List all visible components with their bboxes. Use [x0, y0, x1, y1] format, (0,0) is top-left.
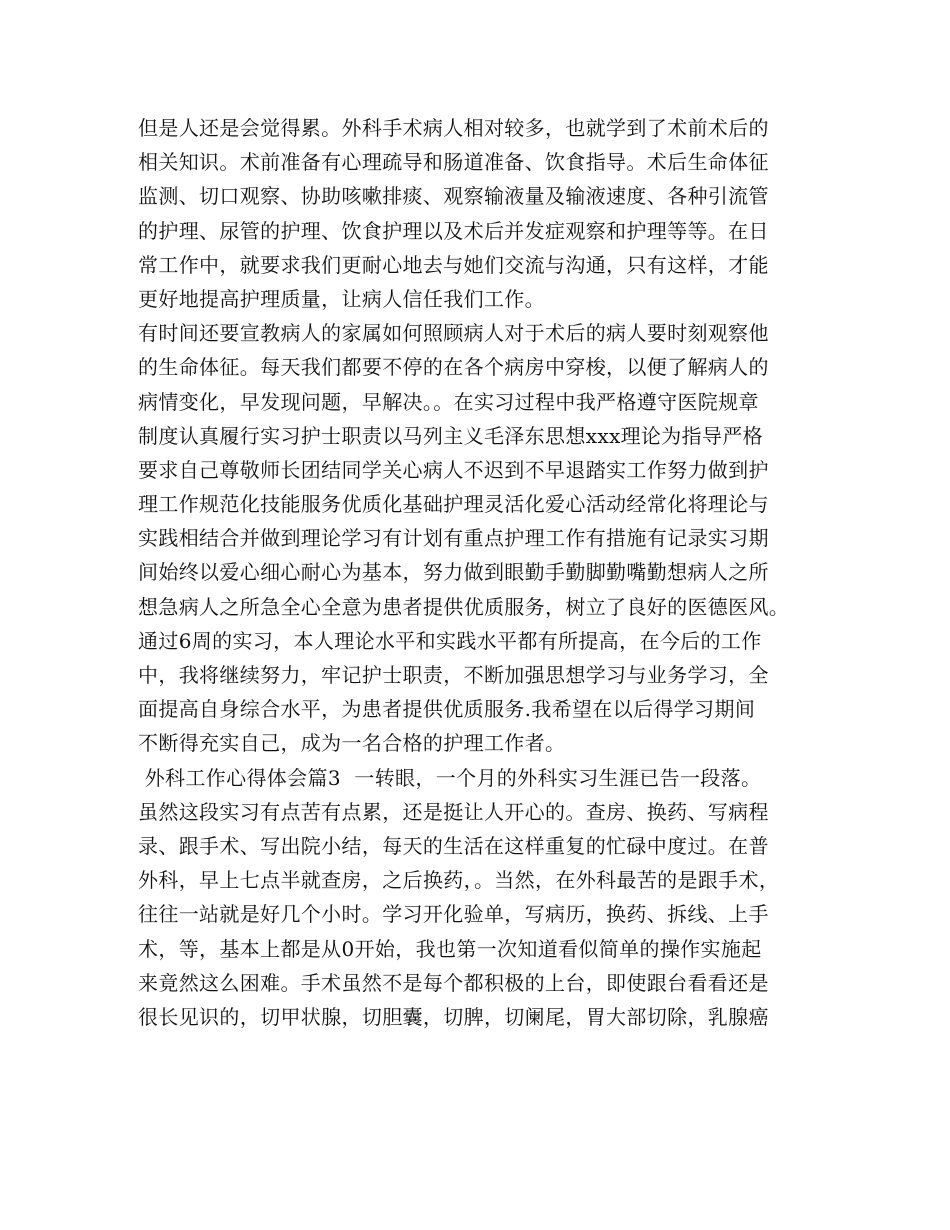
text-line: 常工作中，就要求我们更耐心地去与她们交流与沟通，只有这样，才能: [138, 252, 769, 277]
text-line: 不断得充实自己，成为一名合格的护理工作者。: [138, 731, 566, 756]
text-line: 理工作规范化技能服务优质化基础护理灵活化爱心活动经常化将理论与: [138, 492, 769, 517]
text-line: 制度认真履行实习护士职责以马列主义毛泽东思想xxx理论为指导严格: [138, 423, 764, 448]
text-line: 术，等，基本上都是从0开始，我也第一次知道看似简单的操作实施起: [138, 936, 762, 961]
text-line: 中，我将继续努力，牢记护士职责，不断加强思想学习与业务学习，全: [138, 663, 769, 687]
text-line: 来竟然这么困难。手术虽然不是每个都积极的上台，即使跟台看看还是: [138, 970, 769, 995]
text-line: 外科，早上七点半就查房，之后换药，。当然，在外科最苦的是跟手术，: [138, 868, 780, 893]
text-line: 监测、切口观察、协助咳嗽排痰、观察输液量及输液速度、各种引流管: [138, 184, 769, 209]
text-line: 有时间还要宣教病人的家属如何照顾病人对于术后的病人要时刻观察他: [138, 321, 769, 346]
text-line: 实践相结合并做到理论学习有计划有重点护理工作有措施有记录实习期: [138, 526, 769, 551]
text-line: 间始终以爱心细心耐心为基本，努力做到眼勤手勤脚勤嘴勤想病人之所: [138, 560, 769, 585]
text-line: 病情变化，早发现问题，早解决。。在实习过程中我严格遵守医院规章: [138, 389, 759, 414]
text-line: 的生命体征。每天我们都要不停的在各个病房中穿梭，以便了解病人的: [138, 355, 769, 380]
text-line: 虽然这段实习有点苦有点累，还是挺让人开心的。查房、换药、写病程: [138, 799, 769, 824]
text-line: 很长见识的，切甲状腺，切胆囊，切脾，切阑尾，胃大部切除，乳腺癌: [138, 1004, 769, 1029]
text-line: 往往一站就是好几个小时。学习开化验单，写病历，换药、拆线、上手: [138, 902, 769, 927]
text-line: 的护理、尿管的护理、饮食护理以及术后并发症观察和护理等等。在日: [138, 218, 769, 243]
text-line: 更好地提高护理质量，让病人信任我们工作。: [138, 286, 545, 311]
section-heading-line: 外科工作心得体会篇3 一转眼，一个月的外科实习生涯已告一段落。: [138, 765, 762, 790]
text-line: 录、跟手术、写出院小结，每天的生活在这样重复的忙碌中度过。在普: [138, 833, 769, 858]
text-line: 面提高自身综合水平，为患者提供优质服务.我希望在以后得学习期间: [138, 697, 756, 722]
text-line: 通过6周的实习，本人理论水平和实践水平都有所提高，在今后的工作: [138, 628, 762, 653]
text-line: 相关知识。术前准备有心理疏导和肠道准备、饮食指导。术后生命体征: [138, 150, 769, 175]
document-body-text: [138, 111, 838, 1034]
text-line: 但是人还是会觉得累。外科手术病人相对较多，也就学到了术前术后的: [138, 116, 769, 140]
text-line: 想急病人之所急全心全意为患者提供优质服务，树立了良好的医德医风。: [138, 594, 790, 619]
text-line: 要求自己尊敬师长团结同学关心病人不迟到不早退踏实工作努力做到护: [138, 457, 769, 482]
